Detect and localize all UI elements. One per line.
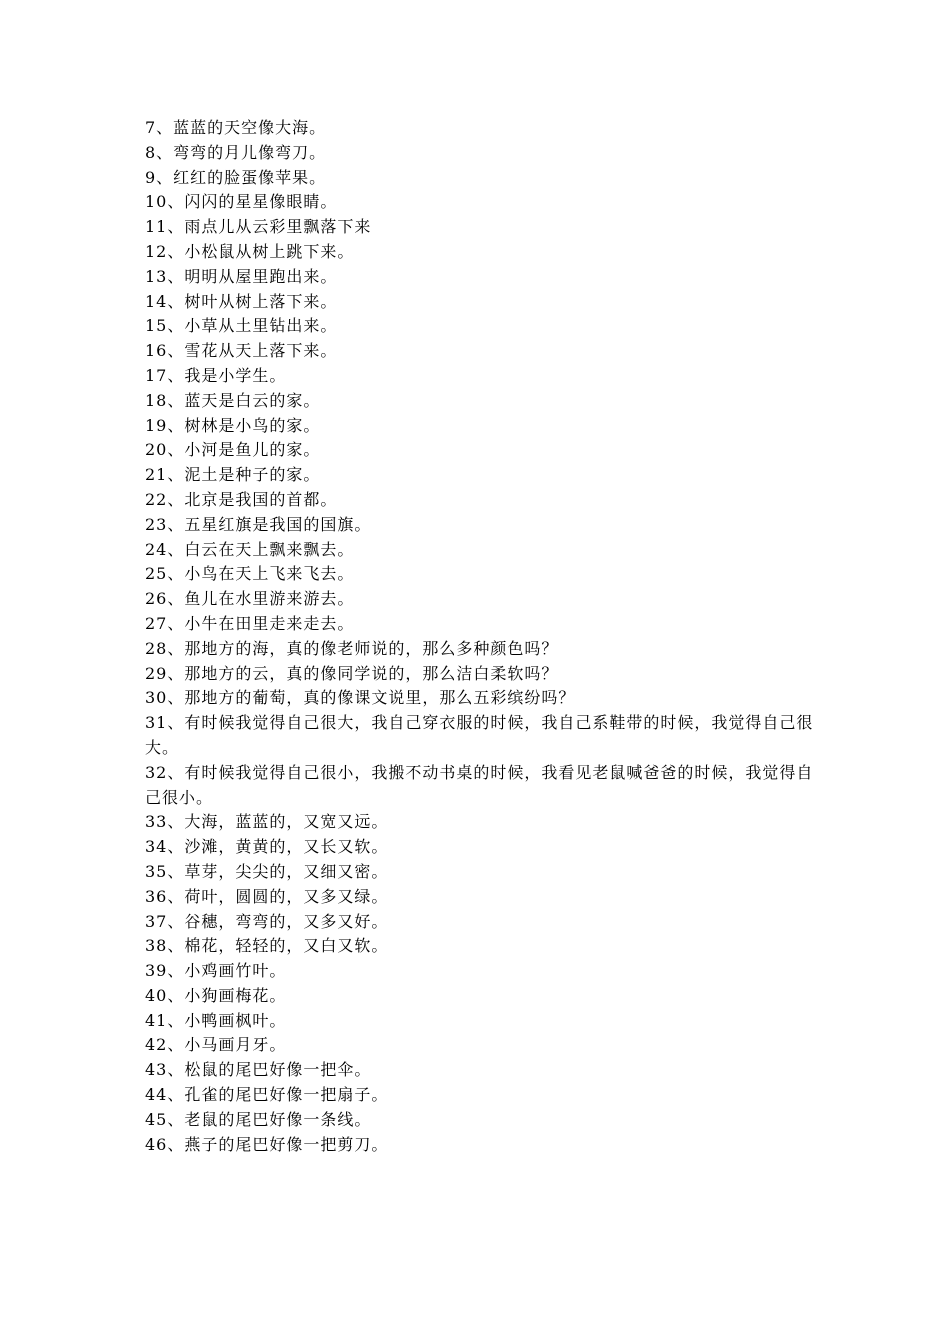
sentence-42: 42、小马画月牙。 xyxy=(145,1035,287,1055)
document-body xyxy=(145,116,815,1157)
sentence-36: 36、荷叶，圆圆的，又多又绿。 xyxy=(145,886,389,906)
sentence-29: 29、那地方的云，真的像同学说的，那么洁白柔软吗？ xyxy=(145,663,559,683)
sentence-26: 26、鱼儿在水里游来游去。 xyxy=(145,589,355,609)
sentence-45: 45、老鼠的尾巴好像一条线。 xyxy=(145,1109,372,1129)
sentence-46: 46、燕子的尾巴好像一把剪刀。 xyxy=(145,1134,389,1154)
sentence-18: 18、蓝天是白云的家。 xyxy=(145,390,321,410)
sentence-14: 14、树叶从树上落下来。 xyxy=(145,291,338,311)
sentence-20: 20、小河是鱼儿的家。 xyxy=(145,440,321,460)
sentence-34: 34、沙滩，黄黄的，又长又软。 xyxy=(145,837,389,857)
sentence-39: 39、小鸡画竹叶。 xyxy=(145,961,287,981)
sentence-40: 40、小狗画梅花。 xyxy=(145,985,287,1005)
sentence-24: 24、白云在天上飘来飘去。 xyxy=(145,539,355,559)
sentence-10: 10、闪闪的星星像眼睛。 xyxy=(145,192,338,212)
sentence-15: 15、小草从土里钻出来。 xyxy=(145,316,338,336)
sentence-30: 30、那地方的葡萄，真的像课文说里，那么五彩缤纷吗？ xyxy=(145,688,576,708)
sentence-27: 27、小牛在田里走来走去。 xyxy=(145,613,355,633)
sentence-33: 33、大海，蓝蓝的，又宽又远。 xyxy=(145,812,389,832)
sentence-37: 37、谷穗，弯弯的，又多又好。 xyxy=(145,911,389,931)
sentence-22: 22、北京是我国的首都。 xyxy=(145,489,338,509)
sentence-32: 32、有时候我觉得自己很小，我搬不动书桌的时候，我看见老鼠喊爸爸的时候，我觉得自己很小。 xyxy=(145,762,814,807)
sentence-41: 41、小鸭画枫叶。 xyxy=(145,1010,287,1030)
sentence-12: 12、小松鼠从树上跳下来。 xyxy=(145,241,355,261)
sentence-19: 19、树林是小鸟的家。 xyxy=(145,415,321,435)
sentence-25: 25、小鸟在天上飞来飞去。 xyxy=(145,564,355,584)
sentence-9: 9、红红的脸蛋像苹果。 xyxy=(145,167,327,187)
sentence-44: 44、孔雀的尾巴好像一把扇子。 xyxy=(145,1085,389,1105)
sentence-21: 21、泥土是种子的家。 xyxy=(145,465,321,485)
sentence-11: 11、雨点儿从云彩里飘落下来 xyxy=(145,217,372,237)
sentence-43: 43、松鼠的尾巴好像一把伞。 xyxy=(145,1060,372,1080)
sentence-28: 28、那地方的海，真的像老师说的，那么多种颜色吗？ xyxy=(145,638,559,658)
sentence-31: 31、有时候我觉得自己很大，我自己穿衣服的时候，我自己系鞋带的时候，我觉得自己很大。 xyxy=(145,713,814,757)
sentence-38: 38、棉花，轻轻的，又白又软。 xyxy=(145,936,389,956)
sentence-23: 23、五星红旗是我国的国旗。 xyxy=(145,514,372,534)
sentence-8: 8、弯弯的月儿像弯刀。 xyxy=(145,142,327,162)
sentence-35: 35、草芽，尖尖的，又细又密。 xyxy=(145,861,389,881)
sentence-17: 17、我是小学生。 xyxy=(145,365,287,385)
sentence-13: 13、明明从屋里跑出来。 xyxy=(145,266,338,286)
sentence-7: 7、蓝蓝的天空像大海。 xyxy=(145,118,327,137)
sentence-16: 16、雪花从天上落下来。 xyxy=(145,341,338,361)
